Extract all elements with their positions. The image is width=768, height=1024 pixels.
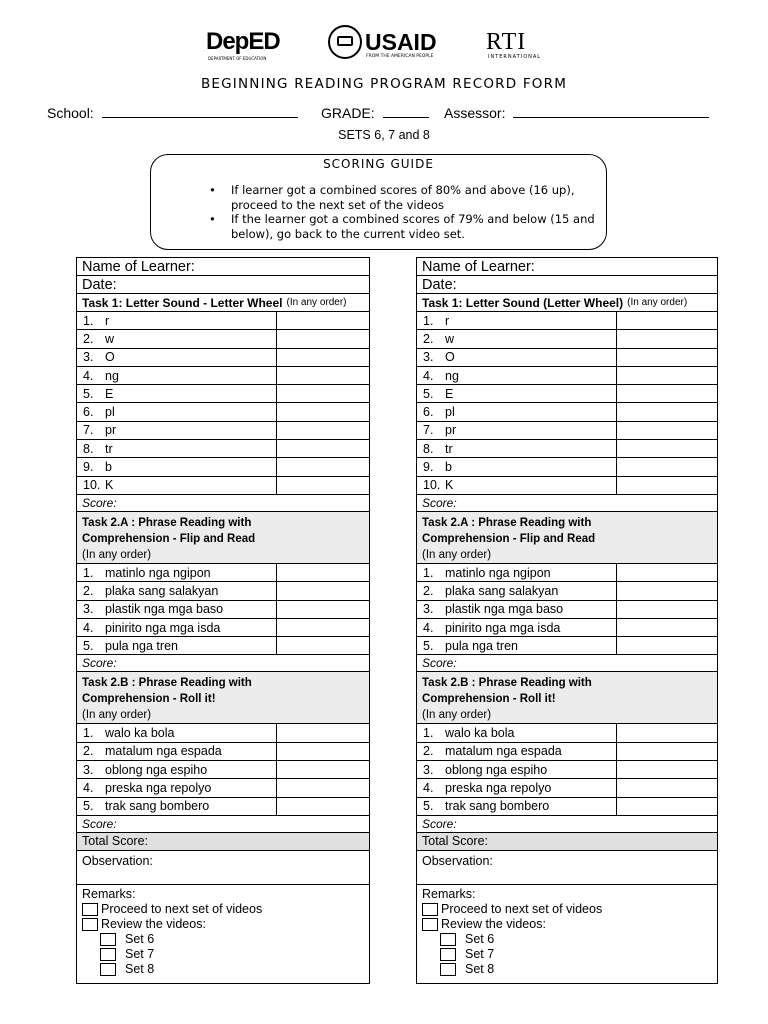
item-text: w: [105, 331, 115, 346]
table-row: [77, 312, 369, 330]
table-row: [77, 458, 369, 476]
item-text: matinlo nga ngipon: [105, 565, 211, 580]
item-text: r: [445, 313, 450, 328]
mark-cell[interactable]: [617, 743, 717, 760]
item-cell: [417, 477, 617, 494]
task2b-header: Task 2.B : Phrase Reading with Comprehension - Roll it! (In any order): [417, 672, 717, 724]
set7-checkbox[interactable]: [100, 948, 116, 961]
assessor-field: Assessor:: [444, 105, 709, 121]
item-number: 2.: [423, 744, 434, 759]
item-number: 4.: [83, 368, 94, 383]
item-number: 5.: [83, 386, 94, 401]
table-row: [77, 743, 369, 761]
item-text: plaka sang salakyan: [105, 583, 219, 598]
item-cell: [417, 582, 617, 599]
item-text: plastik nga mga baso: [105, 602, 224, 617]
grade-field: GRADE:: [321, 105, 429, 121]
item-cell: [417, 440, 617, 457]
item-text: ng: [445, 368, 459, 383]
mark-cell[interactable]: [277, 601, 369, 618]
score-row[interactable]: Score:: [417, 655, 717, 672]
item-number: 5.: [423, 386, 434, 401]
item-text: pinirito nga mga isda: [105, 620, 221, 635]
item-number: 1.: [83, 565, 94, 580]
mark-cell[interactable]: [617, 582, 717, 599]
item-cell: [77, 582, 277, 599]
item-text: ng: [105, 368, 119, 383]
item-cell: [417, 619, 617, 636]
table-row: [77, 601, 369, 619]
item-text: pr: [445, 423, 457, 438]
school-line[interactable]: [102, 105, 298, 118]
grade-line[interactable]: [383, 105, 429, 118]
logo-bar: [0, 22, 768, 62]
item-number: 2.: [83, 744, 94, 759]
usaid-seal-icon: [328, 25, 362, 59]
item-number: 4.: [83, 780, 94, 795]
item-number: 10.: [423, 478, 441, 493]
item-cell: [77, 367, 277, 384]
item-text: plastik nga mga baso: [445, 602, 564, 617]
remarks-row: Remarks: Proceed to next set of videos Review the videos: Set 6 Set 7 Set 8: [422, 886, 603, 976]
mark-cell[interactable]: [617, 724, 717, 741]
mark-cell[interactable]: [617, 312, 717, 329]
table-row: [77, 798, 369, 816]
table-row: [417, 330, 717, 348]
table-row: [417, 743, 717, 761]
mark-cell[interactable]: [617, 330, 717, 347]
table-row: [417, 619, 717, 637]
mark-cell[interactable]: [277, 312, 369, 329]
item-cell: [417, 312, 617, 329]
table-row: [77, 637, 369, 655]
mark-cell[interactable]: [277, 779, 369, 796]
item-cell: [417, 724, 617, 741]
item-cell: [77, 312, 277, 329]
item-text: b: [105, 460, 112, 475]
item-text: K: [445, 478, 454, 493]
mark-cell[interactable]: [277, 422, 369, 439]
item-number: 8.: [83, 441, 94, 456]
mark-cell[interactable]: [277, 385, 369, 402]
table-row: [417, 458, 717, 476]
item-cell: [77, 761, 277, 778]
item-cell: [77, 477, 277, 494]
item-number: 1.: [83, 726, 94, 741]
task2b-header: Task 2.B : Phrase Reading with Comprehension - Roll it! (In any order): [77, 672, 369, 724]
item-cell: [417, 564, 617, 581]
item-number: 6.: [423, 405, 434, 420]
table-row: [417, 582, 717, 600]
table-row: [417, 403, 717, 421]
table-row: [77, 330, 369, 348]
mark-cell[interactable]: [617, 403, 717, 420]
record-right: [416, 257, 718, 984]
item-cell: [417, 385, 617, 402]
mark-cell[interactable]: [617, 779, 717, 796]
item-text: E: [105, 386, 114, 401]
table-row: [77, 564, 369, 582]
item-cell: [417, 403, 617, 420]
mark-cell[interactable]: [277, 349, 369, 366]
item-cell: [77, 385, 277, 402]
table-row: [417, 422, 717, 440]
set7-checkbox[interactable]: [440, 948, 456, 961]
item-cell: [77, 601, 277, 618]
mark-cell[interactable]: [617, 367, 717, 384]
table-row: [417, 601, 717, 619]
item-number: 1.: [423, 565, 434, 580]
deped-logo: DepED DEPARTMENT OF EDUCATION: [206, 28, 280, 61]
item-text: w: [445, 331, 455, 346]
mark-cell[interactable]: [617, 798, 717, 815]
usaid-logo: USAID FROM THE AMERICAN PEOPLE: [328, 22, 437, 62]
item-text: pr: [105, 423, 117, 438]
table-row: [77, 422, 369, 440]
score-row[interactable]: Score:: [417, 495, 717, 512]
mark-cell[interactable]: [617, 458, 717, 475]
rti-logo: RTI INTERNATIONAL: [486, 28, 542, 60]
set6-checkbox[interactable]: [440, 933, 456, 946]
item-cell: [417, 422, 617, 439]
item-cell: [77, 619, 277, 636]
mark-cell[interactable]: [617, 637, 717, 654]
review-checkbox[interactable]: [82, 918, 98, 931]
item-text: matinlo nga ngipon: [445, 565, 551, 580]
item-number: 2.: [83, 331, 94, 346]
item-cell: [417, 601, 617, 618]
item-number: 3.: [423, 762, 434, 777]
date-row[interactable]: Date:: [77, 276, 369, 294]
score-row[interactable]: Score:: [77, 655, 369, 672]
item-number: 2.: [423, 331, 434, 346]
item-number: 1.: [423, 313, 434, 328]
item-cell: [417, 798, 617, 815]
mark-cell[interactable]: [617, 564, 717, 581]
table-row: [417, 367, 717, 385]
table-row: [417, 440, 717, 458]
item-cell: [77, 564, 277, 581]
mark-cell[interactable]: [277, 367, 369, 384]
table-row: [77, 349, 369, 367]
proceed-checkbox[interactable]: [422, 903, 438, 916]
guide-item: • If learner got a combined scores of 80% and above (16 up), proceed to the next set of the videos: [231, 183, 606, 212]
mark-cell[interactable]: [277, 440, 369, 457]
table-row: [77, 619, 369, 637]
item-text: K: [105, 478, 114, 493]
table-row: [77, 582, 369, 600]
table-row: [417, 637, 717, 655]
record-left: [76, 257, 370, 984]
set8-checkbox[interactable]: [440, 963, 456, 976]
guide-item: • If the learner got a combined scores of 79% and below (15 and below), go back to the current video set.: [231, 212, 606, 241]
mark-cell[interactable]: [277, 637, 369, 654]
mark-cell[interactable]: [277, 403, 369, 420]
task1-header: Task 1: Letter Sound (Letter Wheel) (In any order): [417, 294, 717, 312]
mark-cell[interactable]: [277, 458, 369, 475]
proceed-checkbox[interactable]: [82, 903, 98, 916]
item-text: O: [105, 350, 115, 365]
item-text: E: [445, 386, 454, 401]
item-number: 3.: [83, 602, 94, 617]
item-number: 5.: [83, 638, 94, 653]
item-number: 6.: [83, 405, 94, 420]
item-cell: [77, 422, 277, 439]
total-score-row[interactable]: Total Score:: [77, 833, 369, 851]
item-cell: [417, 761, 617, 778]
task2a-header: Task 2.A : Phrase Reading with Comprehension - Flip and Read (In any order): [77, 512, 369, 564]
mark-cell[interactable]: [277, 564, 369, 581]
table-row: [77, 724, 369, 742]
item-number: 3.: [423, 350, 434, 365]
scoring-guide: [150, 154, 607, 250]
item-number: 7.: [83, 423, 94, 438]
item-text: b: [445, 460, 452, 475]
item-number: 5.: [423, 799, 434, 814]
table-row: [417, 349, 717, 367]
score-row[interactable]: Score:: [417, 816, 717, 833]
table-row: [77, 385, 369, 403]
mark-cell[interactable]: [617, 619, 717, 636]
item-cell: [77, 403, 277, 420]
item-text: preska nga repolyo: [445, 780, 552, 795]
item-cell: [417, 779, 617, 796]
item-number: 4.: [423, 368, 434, 383]
table-row: [417, 798, 717, 816]
item-text: pinirito nga mga isda: [445, 620, 561, 635]
item-cell: [77, 724, 277, 741]
item-text: O: [445, 350, 455, 365]
set8-checkbox[interactable]: [100, 963, 116, 976]
item-number: 4.: [423, 620, 434, 635]
item-text: oblong nga espiho: [445, 762, 548, 777]
item-text: pl: [105, 405, 115, 420]
date-row[interactable]: Date:: [417, 276, 717, 294]
item-text: walo ka bola: [445, 726, 515, 741]
item-number: 1.: [423, 726, 434, 741]
item-cell: [417, 330, 617, 347]
item-text: tr: [445, 441, 453, 456]
item-text: pl: [445, 405, 455, 420]
item-text: walo ka bola: [105, 726, 175, 741]
item-cell: [417, 743, 617, 760]
item-text: trak sang bombero: [445, 799, 550, 814]
item-text: preska nga repolyo: [105, 780, 212, 795]
mark-cell[interactable]: [277, 582, 369, 599]
mark-cell[interactable]: [617, 477, 717, 494]
item-cell: [417, 637, 617, 654]
learner-name-row[interactable]: Name of Learner:: [77, 258, 369, 276]
item-number: 2.: [423, 583, 434, 598]
mark-cell[interactable]: [277, 724, 369, 741]
item-number: 4.: [83, 620, 94, 635]
table-row: [77, 367, 369, 385]
item-number: 10.: [83, 478, 101, 493]
school-field: School:: [47, 105, 298, 121]
table-row: [77, 440, 369, 458]
learner-name-row[interactable]: Name of Learner:: [417, 258, 717, 276]
remarks-row: Remarks: Proceed to next set of videos Review the videos: Set 6 Set 7 Set 8: [82, 886, 263, 976]
table-row: [77, 477, 369, 495]
item-cell: [77, 779, 277, 796]
mark-cell[interactable]: [277, 619, 369, 636]
item-cell: [417, 458, 617, 475]
sets-label: SETS 6, 7 and 8: [338, 128, 430, 142]
table-row: [77, 761, 369, 779]
mark-cell[interactable]: [617, 349, 717, 366]
item-text: r: [105, 313, 110, 328]
item-cell: [77, 458, 277, 475]
item-number: 7.: [423, 423, 434, 438]
item-cell: [77, 349, 277, 366]
scoring-guide-list: [151, 183, 606, 241]
item-cell: [77, 637, 277, 654]
observation-row[interactable]: Observation:: [77, 851, 369, 885]
review-checkbox[interactable]: [422, 918, 438, 931]
set6-checkbox[interactable]: [100, 933, 116, 946]
mark-cell[interactable]: [617, 601, 717, 618]
mark-cell[interactable]: [277, 330, 369, 347]
table-row: [417, 761, 717, 779]
mark-cell[interactable]: [277, 798, 369, 815]
mark-cell[interactable]: [277, 761, 369, 778]
item-text: oblong nga espiho: [105, 762, 208, 777]
table-row: [417, 477, 717, 495]
item-text: pula nga tren: [105, 638, 178, 653]
mark-cell[interactable]: [277, 477, 369, 494]
table-row: [77, 779, 369, 797]
score-row[interactable]: Score:: [77, 495, 369, 512]
mark-cell[interactable]: [617, 440, 717, 457]
form-title: BEGINNING READING PROGRAM RECORD FORM: [200, 76, 568, 92]
item-text: pula nga tren: [445, 638, 518, 653]
table-row: [417, 779, 717, 797]
scoring-guide-title: SCORING GUIDE: [323, 157, 434, 171]
item-cell: [77, 743, 277, 760]
item-number: 1.: [83, 313, 94, 328]
item-text: trak sang bombero: [105, 799, 210, 814]
item-cell: [417, 367, 617, 384]
item-number: 3.: [83, 762, 94, 777]
mark-cell[interactable]: [617, 385, 717, 402]
item-number: 9.: [423, 460, 434, 475]
item-number: 4.: [423, 780, 434, 795]
observation-row[interactable]: Observation:: [417, 851, 717, 885]
item-cell: [417, 349, 617, 366]
item-cell: [77, 798, 277, 815]
item-number: 5.: [423, 638, 434, 653]
mark-cell[interactable]: [617, 761, 717, 778]
item-number: 8.: [423, 441, 434, 456]
total-score-row[interactable]: Total Score:: [417, 833, 717, 851]
item-number: 3.: [423, 602, 434, 617]
table-row: [417, 385, 717, 403]
task1-header: Task 1: Letter Sound - Letter Wheel (In any order): [77, 294, 369, 312]
item-text: tr: [105, 441, 113, 456]
item-text: plaka sang salakyan: [445, 583, 559, 598]
item-number: 2.: [83, 583, 94, 598]
task2a-header: Task 2.A : Phrase Reading with Comprehension - Flip and Read (In any order): [417, 512, 717, 564]
table-row: [77, 403, 369, 421]
item-text: matalum nga espada: [445, 744, 562, 759]
item-number: 3.: [83, 350, 94, 365]
table-row: [417, 312, 717, 330]
score-row[interactable]: Score:: [77, 816, 369, 833]
mark-cell[interactable]: [617, 422, 717, 439]
assessor-line[interactable]: [513, 105, 709, 118]
item-cell: [77, 330, 277, 347]
table-row: [417, 724, 717, 742]
item-text: matalum nga espada: [105, 744, 222, 759]
table-row: [417, 564, 717, 582]
item-cell: [77, 440, 277, 457]
mark-cell[interactable]: [277, 743, 369, 760]
item-number: 5.: [83, 799, 94, 814]
item-number: 9.: [83, 460, 94, 475]
